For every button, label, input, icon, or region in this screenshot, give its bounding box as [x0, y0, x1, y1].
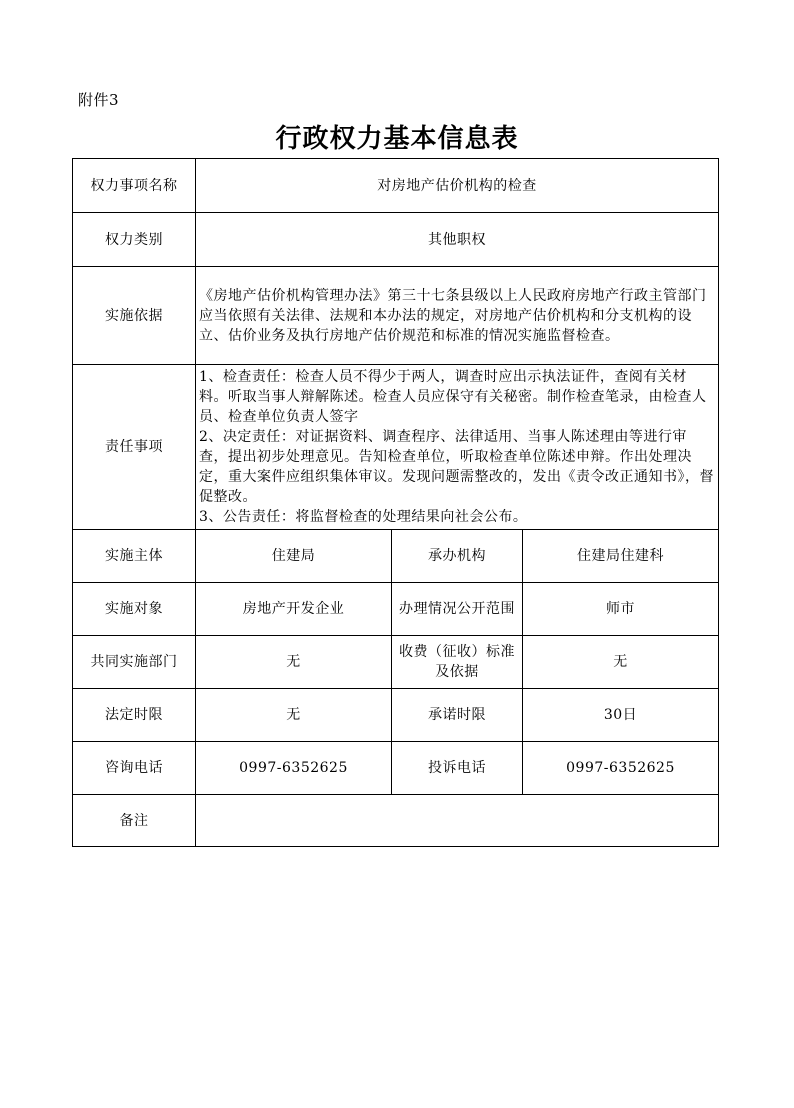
- item-name-value: 对房地产估价机构的检查: [196, 159, 719, 213]
- consult-phone-label: 咨询电话: [73, 742, 196, 795]
- handling-org-value: 住建局住建科: [523, 530, 719, 583]
- table-row-target: [73, 583, 719, 636]
- fee-standard-label: 收费（征收）标准及依据: [392, 636, 523, 689]
- consult-phone-value: 0997-6352625: [196, 742, 392, 795]
- info-table: [72, 158, 719, 847]
- remarks-label: 备注: [73, 795, 196, 847]
- page-title: 行政权力基本信息表: [275, 124, 519, 154]
- responsibility-item: 3、公告责任：将监督检查的处理结果向社会公布。: [199, 509, 528, 525]
- responsibility-item: 2、决定责任：对证据资料、调查程序、法律适用、当事人陈述理由等进行审查，提出初步处理意见。告知检查单位，听取检查单位陈述申辩。作出处理决定，重大案件应组织集体审议。发现问题需整改的，发出《责令改正通知书》，督促整改。: [199, 429, 714, 505]
- table-row-phone: [73, 742, 719, 795]
- item-name-label: 权力事项名称: [73, 159, 196, 213]
- target-label: 实施对象: [73, 583, 196, 636]
- table-row-subject: [73, 530, 719, 583]
- disclosure-scope-value: 师市: [523, 583, 719, 636]
- promised-time-label: 承诺时限: [392, 689, 523, 742]
- legal-time-label: 法定时限: [73, 689, 196, 742]
- responsibility-value: [196, 365, 719, 530]
- promised-time-value: 30日: [523, 689, 719, 742]
- table-row-remarks: [73, 795, 719, 847]
- table-row-item-name: [73, 159, 719, 213]
- complaint-phone-label: 投诉电话: [392, 742, 523, 795]
- table-row-category: [73, 213, 719, 267]
- table-row-time-limit: [73, 689, 719, 742]
- basis-label: 实施依据: [73, 267, 196, 365]
- subject-value: 住建局: [196, 530, 392, 583]
- complaint-phone-value: 0997-6352625: [523, 742, 719, 795]
- table-row-responsibility: [73, 365, 719, 530]
- responsibility-item: 1、检查责任：检查人员不得少于两人，调查时应出示执法证件，查阅有关材料。听取当事人辩解陈述。检查人员应保守有关秘密。制作检查笔录，由检查人员、检查单位负责人签字: [199, 369, 707, 425]
- remarks-value: [196, 795, 719, 847]
- subject-label: 实施主体: [73, 530, 196, 583]
- table-row-joint: [73, 636, 719, 689]
- table-row-basis: [73, 267, 719, 365]
- joint-dept-label: 共同实施部门: [73, 636, 196, 689]
- target-value: 房地产开发企业: [196, 583, 392, 636]
- joint-dept-value: 无: [196, 636, 392, 689]
- basis-value: 《房地产估价机构管理办法》第三十七条县级以上人民政府房地产行政主管部门应当依照有关法律、法规和本办法的规定，对房地产估价机构和分支机构的设立、估价业务及执行房地产估价规范和标准的情况实施监督检查。: [196, 267, 719, 365]
- legal-time-value: 无: [196, 689, 392, 742]
- category-value: 其他职权: [196, 213, 719, 267]
- category-label: 权力类别: [73, 213, 196, 267]
- attachment-label: 附件3: [78, 91, 120, 109]
- handling-org-label: 承办机构: [392, 530, 523, 583]
- fee-standard-value: 无: [523, 636, 719, 689]
- disclosure-scope-label: 办理情况公开范围: [392, 583, 523, 636]
- responsibility-label: 责任事项: [73, 365, 196, 530]
